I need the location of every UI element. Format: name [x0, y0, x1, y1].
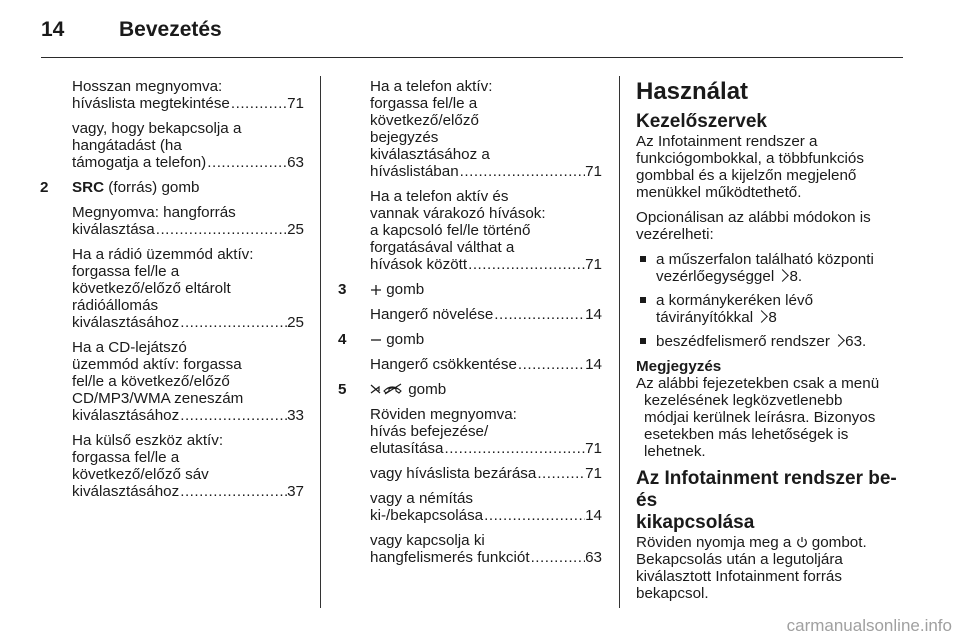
entry-line: Hosszan megnyomva:: [72, 78, 223, 95]
power-paragraph: [636, 534, 908, 602]
reference-arrow-icon: [832, 334, 845, 347]
text-line: Bekapcsolás után a legutoljára: [636, 551, 843, 568]
leader-dots: [493, 306, 585, 323]
entry-line: forgassa fel/le a: [370, 95, 478, 112]
entry-line: vagy a némítás: [370, 490, 473, 507]
toc-entry: [370, 490, 602, 524]
item-3-heading: [338, 281, 602, 298]
page-title: Bevezetés: [119, 18, 222, 41]
item-2-heading: [40, 179, 304, 196]
page-ref: 71: [585, 440, 602, 457]
leader-dots: [459, 163, 585, 180]
leader-dots: [443, 440, 585, 457]
entry-line: a kapcsoló fel/le történő: [370, 222, 531, 239]
page-ref: 37: [287, 483, 304, 500]
toc-entry: [72, 432, 304, 500]
item-3-entries: [370, 306, 602, 323]
entry-line: vagy kapcsolja ki: [370, 532, 485, 549]
subsection-title-controls: Kezelőszervek: [636, 111, 767, 132]
page-ref: 25: [287, 221, 304, 238]
column-1: [40, 78, 304, 508]
page-ref: 63: [585, 549, 602, 566]
toc-entry: [72, 339, 304, 424]
column-3: [636, 78, 908, 610]
item-number: 2: [40, 179, 49, 196]
leader-dots: [206, 154, 287, 171]
entry-last-line: [72, 154, 304, 171]
power-text-end: gombot.: [807, 534, 867, 551]
entry-line: következő/előző: [370, 112, 479, 129]
text-line: vezérelheti:: [636, 226, 714, 243]
entry-line: rádióállomás: [72, 297, 159, 314]
entry-line: Ha a telefon aktív:: [370, 78, 493, 95]
item-number: 4: [338, 331, 347, 348]
entry-text: kiválasztásához: [72, 407, 180, 424]
entry-line: forgassa fel/le a: [72, 263, 180, 280]
note-body: [636, 375, 908, 460]
toc-entry: [72, 246, 304, 331]
entry-text: ki-/bekapcsolása: [370, 507, 484, 524]
text-line: vezérlőegységgel: [656, 268, 775, 285]
item-5-heading: [338, 381, 602, 398]
text-line: távirányítókkal: [656, 309, 754, 326]
options-paragraph: [636, 209, 908, 243]
page-ref: 71: [287, 95, 304, 112]
column-divider-1: [320, 76, 321, 608]
entry-line: hangátadást (ha: [72, 137, 182, 154]
toc-entry: [72, 204, 304, 238]
entry-last-line: [370, 507, 602, 524]
text-line: menükkel működtethető.: [636, 184, 802, 201]
column-2: [338, 78, 602, 574]
toc-entry: [72, 120, 304, 171]
entry-text: Hangerő növelése: [370, 306, 494, 323]
entry-text: kiválasztása: [72, 221, 155, 238]
control-options-list: [636, 251, 908, 350]
entry-line: bejegyzés: [370, 129, 439, 146]
entry-last-line: [72, 95, 304, 112]
page-number: 14: [41, 18, 65, 41]
page-ref: 14: [585, 306, 602, 323]
entry-line: üzemmód aktív: forgassa: [72, 356, 242, 373]
page-ref: 63.: [845, 333, 867, 350]
note-title: Megjegyzés: [636, 358, 722, 375]
entry-text: Hangerő csökkentése: [370, 356, 517, 373]
note-box: [636, 358, 908, 460]
entry-line: Röviden megnyomva:: [370, 406, 517, 423]
entry-line: következő/előző sáv: [72, 466, 209, 483]
leader-dots: [536, 465, 585, 482]
entry-last-line: [370, 256, 602, 273]
entry-line: CD/MP3/WMA zeneszám: [72, 390, 244, 407]
leader-dots: [483, 507, 585, 524]
text-line: beszédfelismerő rendszer: [656, 333, 830, 350]
entry-text: híváslistában: [370, 163, 459, 180]
entry-line: Ha a rádió üzemmód aktív:: [72, 246, 254, 263]
entry-last-line: [370, 306, 602, 323]
text-line: bekapcsol.: [636, 585, 709, 602]
item-5-entries: [370, 406, 602, 566]
entry-line: forgassa fel/le a: [72, 449, 180, 466]
entry-last-line: [72, 314, 304, 331]
entry-last-line: [370, 549, 602, 566]
page-ref: 71: [585, 465, 602, 482]
entry-line: hívás befejezése/: [370, 423, 489, 440]
text-line: kikapcsolása: [636, 512, 755, 533]
power-icon: [796, 536, 808, 549]
page-ref: 33: [287, 407, 304, 424]
reference-arrow-icon: [777, 269, 790, 282]
entry-last-line: [370, 356, 602, 373]
note-line: Az alábbi fejezetekben csak a menü: [636, 375, 880, 392]
page-ref: 25: [287, 314, 304, 331]
item-3-label: gomb: [386, 281, 425, 298]
plus-icon: [370, 284, 382, 296]
text-line: kiválasztott Infotainment forrás: [636, 568, 842, 585]
page-ref: 14: [585, 507, 602, 524]
entry-line: következő/előző eltárolt: [72, 280, 231, 297]
entry-last-line: [370, 163, 602, 180]
note-line: lehetnek.: [644, 443, 706, 460]
column-divider-2: [619, 76, 620, 608]
toc-entry: [370, 78, 602, 180]
page-ref: 63: [287, 154, 304, 171]
leader-dots: [155, 221, 287, 238]
leader-dots: [517, 356, 585, 373]
entry-group-2: [72, 204, 304, 500]
entry-text: vagy híváslista bezárása: [370, 465, 537, 482]
entry-line: forgatásával válthat a: [370, 239, 515, 256]
page-ref: 71: [585, 163, 602, 180]
text-line: gombbal és a kijelzőn megjelenő: [636, 167, 857, 184]
leader-dots: [530, 549, 586, 566]
entry-line: Megnyomva: hangforrás: [72, 204, 236, 221]
entry-line: vannak várakozó hívások:: [370, 205, 546, 222]
entry-last-line: [72, 483, 304, 500]
toc-entry: [370, 406, 602, 457]
entry-group-3: [370, 78, 602, 273]
item-number: 3: [338, 281, 347, 298]
text-line: Az Infotainment rendszer a: [636, 133, 818, 150]
text-line: Az Infotainment rendszer be- és: [636, 468, 897, 511]
entry-last-line: [72, 221, 304, 238]
item-number: 5: [338, 381, 347, 398]
entry-line: fel/le a következő/előző: [72, 373, 230, 390]
leader-dots: [467, 256, 585, 273]
entry-last-line: [72, 407, 304, 424]
toc-entry: [370, 465, 602, 482]
entry-last-line: [370, 440, 602, 457]
entry-text: híváslista megtekintése: [72, 95, 230, 112]
item-2-label: (forrás) gomb: [104, 179, 200, 196]
entry-line: Ha a telefon aktív és: [370, 188, 509, 205]
list-item: [636, 251, 908, 285]
leader-dots: [179, 314, 287, 331]
entry-text: hangfelismerés funkciót: [370, 549, 530, 566]
power-text-rest: [636, 551, 843, 602]
entry-text: kiválasztásához: [72, 483, 180, 500]
item-4-label: gomb: [386, 331, 425, 348]
toc-entry: [370, 356, 602, 373]
entry-text: kiválasztásához: [72, 314, 180, 331]
page-ref: 71: [585, 256, 602, 273]
item-4-heading: [338, 331, 602, 348]
leader-dots: [179, 483, 287, 500]
text-line: funkciógombokkal, a többfunkciós: [636, 150, 864, 167]
header-rule: [41, 57, 903, 58]
entry-text: támogatja a telefon): [72, 154, 207, 171]
toc-entry: [370, 188, 602, 273]
item-5-label: gomb: [408, 381, 447, 398]
mute-hangup-icon: [370, 382, 404, 396]
page-ref: 14: [585, 356, 602, 373]
page-ref: 8: [768, 309, 777, 326]
text-line: a műszerfalon található központi: [656, 251, 874, 268]
power-text-start: Röviden nyomja meg a: [636, 534, 796, 551]
toc-entry: [370, 306, 602, 323]
toc-entry: [72, 78, 304, 112]
leader-dots: [179, 407, 287, 424]
section-title: Használat: [636, 78, 749, 105]
watermark: carmanualsonline.info: [786, 616, 952, 635]
entry-line: kiválasztásához a: [370, 146, 490, 163]
minus-icon: [370, 334, 382, 346]
note-line: módjai kerülnek leírásra. Bizonyos: [644, 409, 876, 426]
entry-line: Ha a CD-lejátszó: [72, 339, 187, 356]
text-line: Opcionálisan az alábbi módokon is: [636, 209, 871, 226]
src-keyword: SRC: [72, 179, 105, 196]
entry-last-line: [370, 465, 602, 482]
page-ref: 8.: [789, 268, 803, 285]
subsection-title-power: [636, 468, 908, 534]
entry-group-1: [72, 78, 304, 171]
item-4-entries: [370, 356, 602, 373]
entry-line: Ha külső eszköz aktív:: [72, 432, 224, 449]
list-item: [636, 333, 908, 350]
intro-paragraph: [636, 133, 908, 201]
list-item: [636, 292, 908, 326]
text-line: a kormánykeréken lévő: [656, 292, 814, 309]
toc-entry: [370, 532, 602, 566]
entry-text: hívások között: [370, 256, 468, 273]
leader-dots: [230, 95, 287, 112]
note-line: kezelésének legközvetlenebb: [644, 392, 843, 409]
note-line: esetekben más lehetőségek is: [644, 426, 849, 443]
entry-line: vagy, hogy bekapcsolja a: [72, 120, 242, 137]
entry-text: elutasítása: [370, 440, 444, 457]
reference-arrow-icon: [755, 310, 768, 323]
